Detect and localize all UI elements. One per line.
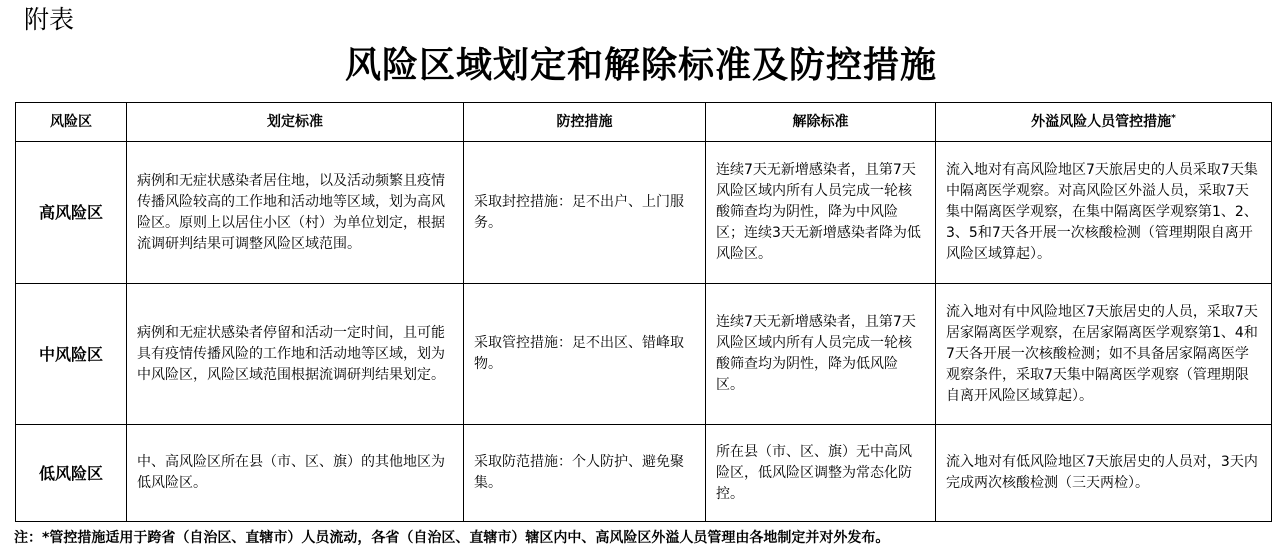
risk-area-table (15, 102, 1272, 522)
criteria-cell: 中、高风险区所在县（市、区、旗）的其他地区为低风险区。 (127, 425, 464, 522)
spillover-cell: 流入地对有高风险地区7天旅居史的人员采取7天集中隔离医学观察。对高风险区外溢人员，采取7天集中隔离医学观察，在集中隔离医学观察第1、2、3、5和7天各开展一次核酸检测（管理期限自离开风险区域算起）。 (936, 142, 1272, 284)
measures-cell: 采取封控措施：足不出户、上门服务。 (464, 142, 706, 284)
criteria-cell: 病例和无症状感染者居住地，以及活动频繁且疫情传播风险较高的工作地和活动地等区域，划为高风险区。原则上以居住小区（村）为单位划定，根据流调研判结果可调整风险区域范围。 (127, 142, 464, 284)
spillover-cell: 流入地对有中风险地区7天旅居史的人员，采取7天居家隔离医学观察，在居家隔离医学观察第1、4和7天各开展一次核酸检测；如不具备居家隔离医学观察条件，采取7天集中隔离医学观察（管理期限自离开风险区域算起）。 (936, 284, 1272, 425)
document-title: 风险区域划定和解除标准及防控措施 (344, 45, 937, 86)
header-spillover (936, 103, 1272, 142)
release-cell: 连续7天无新增感染者，且第7天风险区域内所有人员完成一轮核酸筛查均为阴性，降为低风险区。 (706, 284, 936, 425)
header-risk-area: 风险区 (16, 103, 127, 142)
appendix-label: 附表 (24, 5, 75, 34)
risk-area-cell: 中风险区 (16, 284, 127, 425)
header-measures: 防控措施 (464, 103, 706, 142)
table-row-high-risk (16, 142, 1272, 284)
header-criteria: 划定标准 (127, 103, 464, 142)
header-spillover-text: 外溢风险人员管控措施 (1031, 113, 1172, 130)
table-header-row (16, 103, 1272, 142)
measures-cell: 采取管控措施：足不出区、错峰取物。 (464, 284, 706, 425)
footnote-mark: * (1171, 112, 1176, 123)
risk-area-cell: 高风险区 (16, 142, 127, 284)
measures-cell: 采取防范措施：个人防护、避免聚集。 (464, 425, 706, 522)
release-cell: 所在县（市、区、旗）无中高风险区，低风险区调整为常态化防控。 (706, 425, 936, 522)
spillover-cell: 流入地对有低风险地区7天旅居史的人员对，3天内完成两次核酸检测（三天两检）。 (936, 425, 1272, 522)
table-row-medium-risk (16, 284, 1272, 425)
table-row-low-risk (16, 425, 1272, 522)
release-cell: 连续7天无新增感染者，且第7天风险区域内所有人员完成一轮核酸筛查均为阴性，降为中风险区；连续3天无新增感染者降为低风险区。 (706, 142, 936, 284)
risk-area-cell: 低风险区 (16, 425, 127, 522)
footnote: 注：*管控措施适用于跨省（自治区、直辖市）人员流动，各省（自治区、直辖市）辖区内中、高风险区外溢人员管理由各地制定并对外发布。 (14, 530, 890, 546)
header-release: 解除标准 (706, 103, 936, 142)
criteria-cell: 病例和无症状感染者停留和活动一定时间，且可能具有疫情传播风险的工作地和活动地等区域，划为中风险区，风险区域范围根据流调研判结果划定。 (127, 284, 464, 425)
